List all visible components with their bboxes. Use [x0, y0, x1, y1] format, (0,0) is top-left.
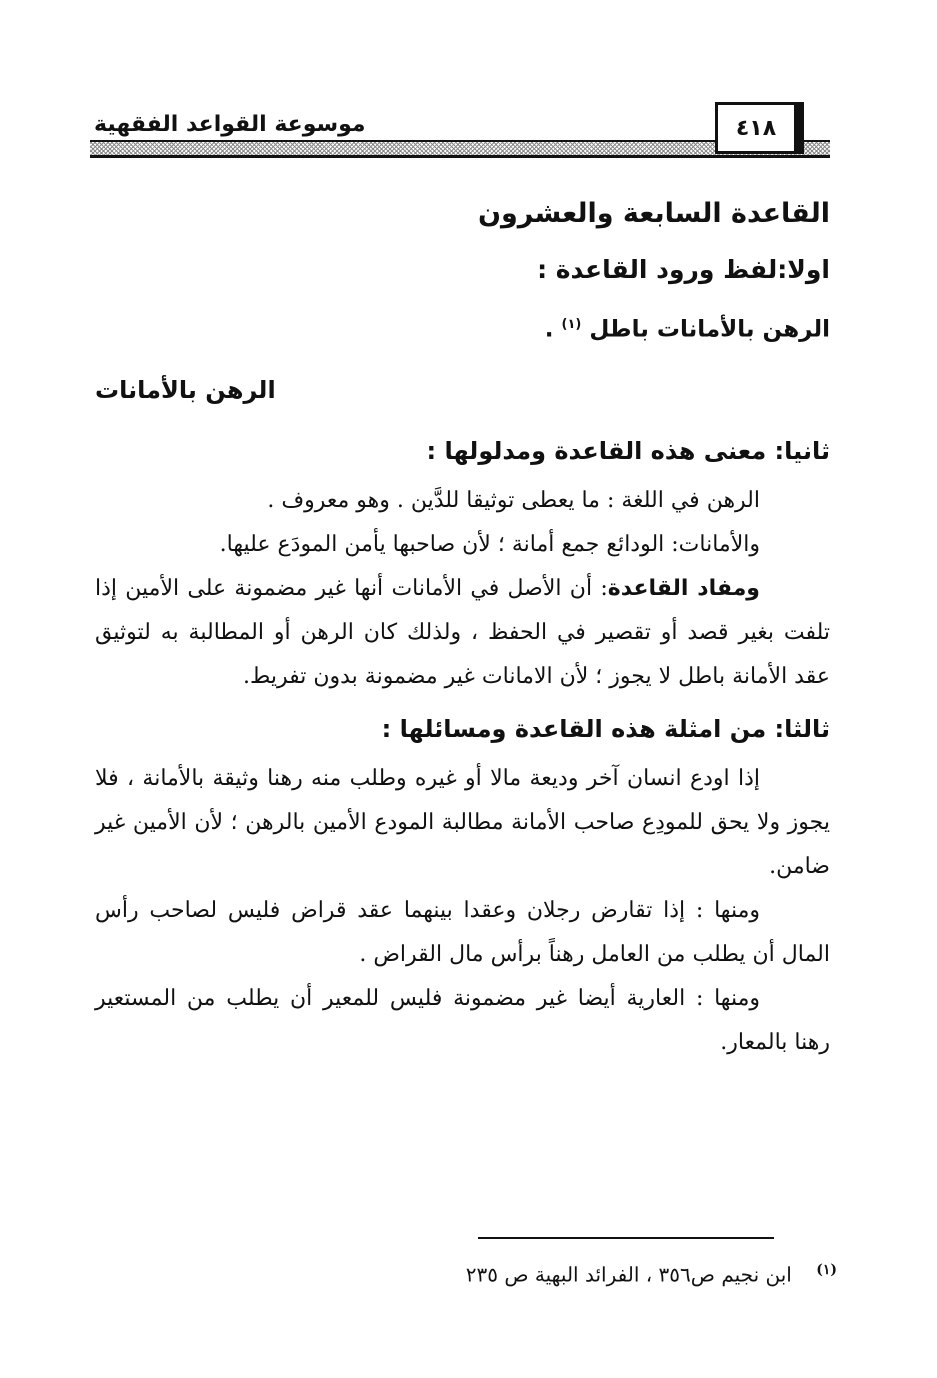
definition-amanat: والأمانات: الودائع جمع أمانة ؛ لأن صاحبها يأمن المودَع عليها.	[219, 531, 760, 557]
page-body	[95, 186, 830, 1065]
example-paragraph-1: إذا اودع انسان آخر وديعة مالا أو غيره وطلب منه رهنا وثيقة بالأمانة ، فلا يجوز ولا يحق للمودِع صاحب الأمانة مطالبة المودع الأمين بالرهن ؛ لأن الأمين غير ضامن.	[95, 765, 831, 879]
rule-meaning-text: : أن الأصل في الأمانات أنها غير مضمونة على الأمين إذا تلفت بغير قصد أو تقصير في الحفظ ، ولذلك كان الرهن أو المطالبة به لتوثيق عقد الأمانة باطل لا يجوز ؛ لأن الامانات غير مضمونة بدون تفريط.	[95, 575, 830, 689]
running-title: موسوعة القواعد الفقهية	[94, 112, 366, 137]
footnote	[466, 1262, 837, 1287]
rule-heading: القاعدة السابعة والعشرون	[477, 198, 830, 229]
footnote-separator	[478, 1237, 774, 1239]
rule-text-end: .	[544, 316, 554, 343]
running-header	[90, 98, 830, 170]
footnote-marker: (١)	[816, 1262, 837, 1278]
example-paragraph-3: ومنها : العارية أيضا غير مضمونة فليس للمعير أن يطلب من المستعير رهنا بالمعار.	[95, 985, 830, 1055]
footnote-reference[interactable]: (١)	[561, 317, 582, 332]
footnote-text: ابن نجيم ص٣٥٦ ، الفرائد البهية ص ٢٣٥	[465, 1262, 792, 1287]
rule-statement	[95, 298, 830, 357]
page-number: ٤١٨	[715, 102, 797, 154]
rule-title-left: الرهن بالأمانات	[95, 375, 276, 404]
definition-rahn: الرهن في اللغة : ما يعطى توثيقا للدَّين . وهو معروف .	[267, 487, 760, 513]
rule-meaning-label: ومفاد القاعدة	[607, 575, 760, 601]
part1-heading: اولا:لفظ ورود القاعدة :	[537, 255, 830, 284]
part2-heading: ثانيا: معنى هذه القاعدة ومدلولها :	[426, 436, 830, 465]
example-paragraph-2: ومنها : إذا تقارض رجلان وعقدا بينهما عقد قراض فليس لصاحب رأس المال أن يطلب من العامل رهناً برأس مال القراض .	[95, 897, 830, 967]
part3-heading: ثالثا: من امثلة هذه القاعدة ومسائلها :	[381, 714, 830, 743]
rule-text: الرهن بالأمانات باطل	[589, 316, 830, 343]
rule-meaning-paragraph	[95, 567, 830, 699]
